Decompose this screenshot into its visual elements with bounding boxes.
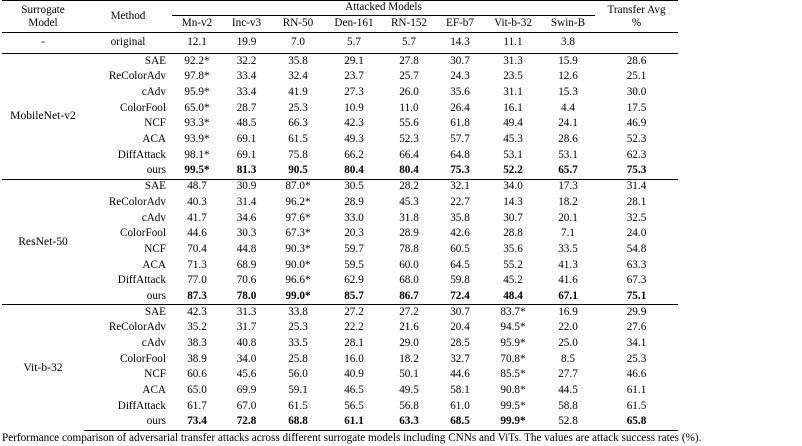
value-cell: 33.4: [236, 70, 257, 83]
value-cell: 87.0*: [271, 179, 325, 195]
value-cell: 95.9*: [500, 337, 526, 350]
table-row: [2, 132, 678, 148]
value-cell: 28.2: [383, 179, 435, 195]
value-cell: 52.8: [541, 414, 595, 430]
value-cell: 93.3*: [184, 117, 210, 130]
ours-row: [2, 163, 678, 179]
avg-cell: [595, 33, 678, 54]
value-cell: 20.3: [344, 227, 364, 240]
value-cell: 48.5: [236, 117, 257, 130]
method-cell: original: [110, 36, 146, 49]
method-cell: DiffAttack: [117, 148, 166, 161]
value-cell: 24.1: [558, 117, 578, 130]
value-cell: 75.8: [288, 148, 308, 161]
value-cell: 59.1: [288, 384, 308, 397]
value-cell: 14.3: [450, 36, 470, 49]
value-cell: 49.5: [399, 384, 419, 397]
value-cell: 15.3: [558, 86, 578, 99]
value-cell: 44.6: [187, 227, 207, 240]
value-cell: 96.6*: [285, 274, 311, 287]
value-cell: 75.3: [450, 164, 470, 177]
value-cell: 72.8: [222, 414, 271, 430]
value-cell: 60.0: [399, 258, 419, 271]
value-cell: 68.9: [236, 258, 257, 271]
avg-cell: 27.6: [626, 321, 647, 334]
table-row: [2, 148, 678, 164]
surrogate-model-label: Vit-b-32: [2, 305, 84, 431]
value-cell: 11.0: [399, 101, 419, 114]
table-row: [2, 305, 678, 321]
value-cell: 87.3: [187, 289, 207, 302]
value-cell: 42.3: [172, 305, 222, 321]
value-cell: 71.3: [187, 258, 207, 271]
value-cell: 26.4: [450, 101, 470, 114]
method-cell: DiffAttack: [117, 274, 166, 287]
value-cell: 33.5: [558, 242, 578, 255]
value-cell: 70.6: [236, 274, 257, 287]
value-cell: 29.1: [325, 54, 383, 70]
method-cell: NCF: [144, 242, 166, 255]
surrogate-header: [2, 1, 84, 33]
value-cell: 40.8: [236, 337, 257, 350]
value-cell: 31.1: [503, 86, 523, 99]
value-cell: 25.3: [288, 321, 308, 334]
value-cell: 11.1: [503, 36, 523, 49]
value-cell: 31.4: [236, 195, 257, 208]
method-header: Method: [84, 1, 172, 33]
method-cell: cAdv: [141, 86, 166, 99]
value-cell: 42.3: [344, 117, 364, 130]
value-cell: 28.7: [236, 101, 257, 114]
value-cell: 53.1: [503, 148, 523, 161]
value-cell: 17.3: [541, 179, 595, 195]
value-cell: 25.3: [288, 101, 308, 114]
value-cell: 48.4: [503, 289, 523, 302]
avg-cell: 46.6: [626, 368, 647, 381]
value-cell: 60.6: [187, 368, 207, 381]
value-cell: 78.0: [236, 289, 257, 302]
value-cell: 90.3*: [285, 242, 311, 255]
avg-cell: 25.1: [626, 70, 647, 83]
value-cell: 65.0*: [184, 101, 210, 114]
value-cell: 33.4: [236, 86, 257, 99]
method-cell: cAdv: [141, 337, 166, 350]
column-header: Inc-v3: [222, 16, 271, 33]
value-cell: 12.6: [558, 70, 578, 83]
value-cell: 31.8: [399, 211, 419, 224]
value-cell: 29.0: [399, 337, 419, 350]
table-caption: Performance comparison of adversarial transfer attacks across different surrogate models including CNNs and ViTs. The values are attack success rates (%).: [2, 432, 702, 444]
table-row: [2, 85, 678, 101]
method-cell: NCF: [144, 368, 166, 381]
original-row: [2, 33, 678, 54]
value-cell: 27.2: [325, 305, 383, 321]
value-cell: 52.3: [399, 133, 419, 146]
avg-cell: 28.1: [626, 195, 647, 208]
method-cell: ours: [146, 164, 166, 177]
value-cell: 93.9*: [184, 133, 210, 146]
avg-cell: 46.9: [626, 117, 647, 130]
value-cell: 66.4: [399, 148, 419, 161]
value-cell: 61.7: [187, 399, 207, 412]
value-cell: 57.7: [450, 133, 470, 146]
method-cell: ours: [84, 414, 172, 430]
value-cell: 22.7: [450, 195, 470, 208]
table-row: [2, 273, 678, 289]
value-cell: 5.7: [347, 36, 361, 49]
value-cell: 33.5: [288, 337, 308, 350]
surrogate-model-label: ResNet-50: [2, 179, 84, 305]
value-cell: 41.6: [558, 274, 578, 287]
table-row: [2, 179, 678, 195]
value-cell: 23.5: [503, 70, 523, 83]
value-cell: 44.8: [236, 242, 257, 255]
avg-cell: 31.4: [595, 179, 678, 195]
column-header: Den-161: [325, 16, 383, 33]
value-cell: 32.7: [450, 352, 470, 365]
column-header: RN-152: [383, 16, 435, 33]
method-cell: ReColorAdv: [108, 321, 166, 334]
value-cell: 35.6: [450, 86, 470, 99]
table-row: [2, 383, 678, 399]
avg-cell: 32.5: [626, 211, 647, 224]
value-cell: 33.0: [344, 211, 364, 224]
value-cell: 20.1: [558, 211, 578, 224]
value-cell: 99.0*: [285, 289, 311, 302]
table-row: [2, 101, 678, 117]
value-cell: 16.9: [541, 305, 595, 321]
value-cell: 30.7: [503, 211, 523, 224]
value-cell: 30.3: [236, 227, 257, 240]
value-cell: 52.2: [503, 164, 523, 177]
value-cell: 55.6: [399, 117, 419, 130]
method-cell: ACA: [142, 133, 166, 146]
column-header: Vit-b-32: [485, 16, 541, 33]
value-cell: 64.8: [450, 148, 470, 161]
value-cell: 49.4: [503, 117, 523, 130]
value-cell: 40.9: [344, 368, 364, 381]
value-cell: 32.2: [222, 54, 271, 70]
value-cell: 7.1: [561, 227, 575, 240]
method-cell: NCF: [144, 117, 166, 130]
value-cell: 41.3: [558, 258, 578, 271]
method-cell: SAE: [84, 179, 172, 195]
value-cell: 16.0: [344, 352, 364, 365]
surrogate-cell: -: [41, 36, 45, 49]
value-cell: 96.2*: [285, 195, 311, 208]
header-row: [2, 1, 678, 16]
value-cell: 61.1: [325, 414, 383, 430]
value-cell: 86.7: [399, 289, 419, 302]
table-row: [2, 367, 678, 383]
avg-cell: 25.3: [626, 352, 647, 365]
value-cell: 18.2: [558, 195, 578, 208]
value-cell: 56.8: [399, 399, 419, 412]
table-row: [2, 336, 678, 352]
value-cell: 30.5: [325, 179, 383, 195]
value-cell: 50.1: [399, 368, 419, 381]
value-cell: 35.2: [187, 321, 207, 334]
column-header: RN-50: [271, 16, 325, 33]
value-cell: 95.9*: [184, 86, 210, 99]
value-cell: 35.8: [271, 54, 325, 70]
value-cell: 62.9: [344, 274, 364, 287]
value-cell: 70.4: [187, 242, 207, 255]
value-cell: 77.0: [187, 274, 207, 287]
value-cell: 85.7: [344, 289, 364, 302]
value-cell: 59.5: [344, 258, 364, 271]
value-cell: 66.3: [288, 117, 308, 130]
value-cell: 58.1: [450, 384, 470, 397]
value-cell: 32.4: [288, 70, 308, 83]
method-cell: ColorFool: [119, 101, 166, 114]
value-cell: 69.1: [236, 133, 257, 146]
results-table: [2, 0, 678, 431]
value-cell: 68.8: [271, 414, 325, 430]
value-cell: 83.7*: [485, 305, 541, 321]
value-cell: 44.6: [450, 368, 470, 381]
value-cell: 5.7: [402, 36, 416, 49]
table-row: [2, 352, 678, 368]
value-cell: 28.6: [558, 133, 578, 146]
value-cell: 22.0: [558, 321, 578, 334]
value-cell: 92.2*: [172, 54, 222, 70]
value-cell: 65.0: [187, 384, 207, 397]
method-cell: ColorFool: [119, 227, 166, 240]
value-cell: 28.9: [344, 195, 364, 208]
transfer-avg-header-text: Transfer Avg %: [607, 3, 666, 29]
value-cell: 58.8: [558, 399, 578, 412]
value-cell: 30.7: [435, 305, 485, 321]
avg-cell: 67.3: [626, 274, 647, 287]
value-cell: 61.5: [288, 399, 308, 412]
value-cell: 22.2: [344, 321, 364, 334]
value-cell: 32.1: [435, 179, 485, 195]
value-cell: 34.0: [236, 352, 257, 365]
method-cell: DiffAttack: [117, 399, 166, 412]
value-cell: 90.0*: [285, 258, 311, 271]
avg-cell: 75.3: [626, 164, 647, 177]
value-cell: 27.8: [383, 54, 435, 70]
value-cell: 67.1: [558, 289, 578, 302]
ours-row: [2, 414, 678, 430]
value-cell: 81.3: [236, 164, 257, 177]
value-cell: 21.6: [399, 321, 419, 334]
table-row: [2, 399, 678, 415]
attacked-models-header: Attacked Models: [172, 1, 595, 16]
method-cell: ColorFool: [119, 352, 166, 365]
surrogate-model-label: MobileNet-v2: [2, 54, 84, 180]
value-cell: 97.8*: [184, 70, 210, 83]
value-cell: 99.9*: [485, 414, 541, 430]
value-cell: 27.3: [344, 86, 364, 99]
value-cell: 35.8: [450, 211, 470, 224]
avg-cell: 28.6: [595, 54, 678, 70]
value-cell: 42.6: [450, 227, 470, 240]
avg-cell: 24.0: [626, 227, 647, 240]
table-row: [2, 226, 678, 242]
value-cell: 28.9: [399, 227, 419, 240]
value-cell: 41.9: [288, 86, 308, 99]
value-cell: 44.5: [558, 384, 578, 397]
avg-cell: 17.5: [626, 101, 647, 114]
value-cell: 94.5*: [500, 321, 526, 334]
avg-cell: 62.3: [626, 148, 647, 161]
column-header: Mn-v2: [172, 16, 222, 33]
value-cell: 30.7: [435, 54, 485, 70]
method-cell: ReColorAdv: [108, 195, 166, 208]
value-cell: 67.0: [236, 399, 257, 412]
avg-cell: 30.0: [626, 86, 647, 99]
table-row: [2, 69, 678, 85]
method-cell: ours: [146, 289, 166, 302]
value-cell: 60.5: [450, 242, 470, 255]
value-cell: 55.2: [503, 258, 523, 271]
value-cell: 26.0: [399, 86, 419, 99]
column-header: Swin-B: [541, 16, 595, 33]
value-cell: 69.9: [236, 384, 257, 397]
avg-cell: 54.8: [626, 242, 647, 255]
surrogate-header-text: Surrogate Model: [21, 3, 65, 29]
value-cell: 45.2: [503, 274, 523, 287]
value-cell: 8.5: [561, 352, 575, 365]
value-cell: 53.1: [558, 148, 578, 161]
value-cell: 27.7: [558, 368, 578, 381]
value-cell: 68.0: [399, 274, 419, 287]
value-cell: 80.4: [344, 164, 364, 177]
value-cell: 25.7: [399, 70, 419, 83]
value-cell: 27.2: [383, 305, 435, 321]
avg-cell: 65.8: [595, 414, 678, 430]
method-cell: ACA: [142, 258, 166, 271]
value-cell: 10.9: [344, 101, 364, 114]
value-cell: 38.9: [187, 352, 207, 365]
value-cell: 45.6: [236, 368, 257, 381]
value-cell: 28.1: [344, 337, 364, 350]
transfer-avg-header: [595, 1, 678, 33]
table-row: [2, 195, 678, 211]
value-cell: 66.2: [344, 148, 364, 161]
table-row: [2, 210, 678, 226]
value-cell: 38.3: [187, 337, 207, 350]
value-cell: 98.1*: [184, 148, 210, 161]
value-cell: 7.0: [291, 36, 305, 49]
avg-cell: 61.5: [626, 399, 647, 412]
value-cell: 12.1: [187, 36, 207, 49]
value-cell: 31.3: [222, 305, 271, 321]
value-cell: 15.9: [541, 54, 595, 70]
value-cell: 19.9: [236, 36, 257, 49]
value-cell: 90.5: [288, 164, 308, 177]
avg-cell: 61.1: [626, 384, 647, 397]
value-cell: 72.4: [450, 289, 470, 302]
avg-cell: 29.9: [595, 305, 678, 321]
value-cell: 99.5*: [500, 399, 526, 412]
table-row: [2, 257, 678, 273]
value-cell: 78.8: [399, 242, 419, 255]
value-cell: 35.6: [503, 242, 523, 255]
value-cell: 25.8: [288, 352, 308, 365]
value-cell: 28.5: [450, 337, 470, 350]
value-cell: 24.3: [450, 70, 470, 83]
table-row: [2, 242, 678, 258]
value-cell: 45.3: [399, 195, 419, 208]
table-row: [2, 116, 678, 132]
value-cell: 31.3: [485, 54, 541, 70]
value-cell: 99.5*: [184, 164, 210, 177]
value-cell: 56.5: [344, 399, 364, 412]
value-cell: 97.6*: [285, 211, 311, 224]
value-cell: 18.2: [399, 352, 419, 365]
value-cell: 61.0: [450, 399, 470, 412]
table-row: [2, 54, 678, 70]
value-cell: 80.4: [399, 164, 419, 177]
value-cell: 73.4: [172, 414, 222, 430]
value-cell: 49.3: [344, 133, 364, 146]
method-cell: SAE: [84, 54, 172, 70]
value-cell: 67.3*: [285, 227, 311, 240]
method-cell: cAdv: [141, 211, 166, 224]
value-cell: 3.8: [561, 36, 575, 49]
avg-cell: 63.3: [626, 258, 647, 271]
value-cell: 65.7: [558, 164, 578, 177]
value-cell: 63.3: [383, 414, 435, 430]
method-cell: SAE: [84, 305, 172, 321]
value-cell: 33.8: [271, 305, 325, 321]
value-cell: 14.3: [503, 195, 523, 208]
method-cell: ReColorAdv: [108, 70, 166, 83]
value-cell: 31.7: [236, 321, 257, 334]
value-cell: 59.7: [344, 242, 364, 255]
table-row: [2, 320, 678, 336]
value-cell: 20.4: [450, 321, 470, 334]
value-cell: 45.3: [503, 133, 523, 146]
value-cell: 28.8: [503, 227, 523, 240]
value-cell: 59.8: [450, 274, 470, 287]
value-cell: 61.5: [288, 133, 308, 146]
avg-cell: 75.1: [626, 289, 647, 302]
value-cell: 23.7: [344, 70, 364, 83]
avg-cell: 34.1: [626, 337, 647, 350]
value-cell: 48.7: [172, 179, 222, 195]
value-cell: 41.7: [187, 211, 207, 224]
value-cell: 69.1: [236, 148, 257, 161]
value-cell: 4.4: [561, 101, 575, 114]
value-cell: 30.9: [222, 179, 271, 195]
value-cell: 90.8*: [500, 384, 526, 397]
value-cell: 61.8: [450, 117, 470, 130]
value-cell: 64.5: [450, 258, 470, 271]
value-cell: 25.0: [558, 337, 578, 350]
method-cell: ACA: [142, 384, 166, 397]
avg-cell: 52.3: [626, 133, 647, 146]
value-cell: 85.5*: [500, 368, 526, 381]
value-cell: 16.1: [503, 101, 523, 114]
ours-row: [2, 289, 678, 305]
value-cell: 40.3: [187, 195, 207, 208]
value-cell: 34.0: [485, 179, 541, 195]
value-cell: 56.0: [288, 368, 308, 381]
column-header: EF-b7: [435, 16, 485, 33]
value-cell: 46.5: [344, 384, 364, 397]
value-cell: 34.6: [236, 211, 257, 224]
value-cell: 70.8*: [500, 352, 526, 365]
value-cell: 68.5: [435, 414, 485, 430]
